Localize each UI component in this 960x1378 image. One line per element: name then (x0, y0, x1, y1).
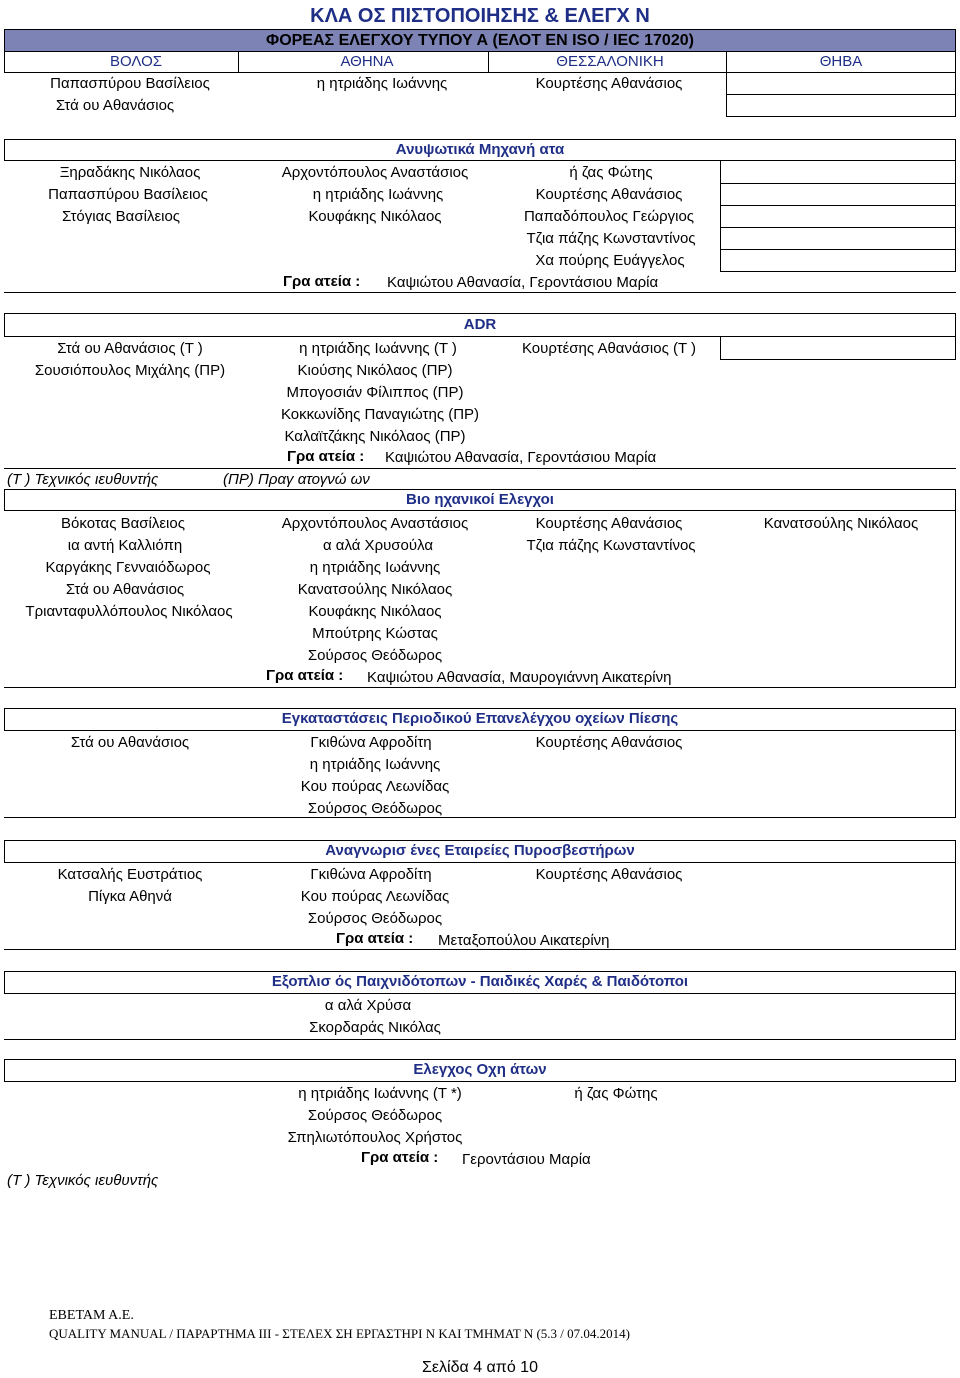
page-title: ΚΛΑ ΟΣ ΠΙΣΤΟΠΟΙΗΣΗΣ & ΕΛΕΓΧ Ν (310, 5, 650, 27)
s1-secretariat-label: Γρα ατεία : (283, 273, 361, 290)
s7-secretariat-value: Γεροντάσιου Μαρία (462, 1151, 591, 1168)
footer-manual: QUALITY MANUAL / ΠΑΡΑΡΤΗΜΑ ΙΙΙ - ΣΤΕΛΕΧ ΣΗ ΕΡΓΑΣΤΗΡΙ Ν ΚΑΙ ΤΜΗΜΑΤ Ν (5.3 / 07.04.2014) (49, 1326, 630, 1341)
s1-r2-c2: η ητριάδης Ιωάννης (312, 186, 444, 203)
s3-r1-c1: Βόκοτας Βασίλειος (61, 515, 185, 532)
city-thiva: ΘΗΒΑ (819, 53, 863, 70)
s2-r5-c2: Καλαϊτζάκης Νικόλαος (ΠΡ) (284, 428, 466, 445)
s6-r1: α αλά Χρύσα (324, 997, 412, 1014)
s3-r1-c2: Αρχοντόπουλος Αναστάσιος (281, 515, 469, 532)
s2-r2-c2: Κιούσης Νικόλαος (ΠΡ) (297, 362, 453, 379)
s3-secretariat-value: Καψιώτου Αθανασία, Μαυρογιάννη Αικατερίνη (367, 669, 672, 686)
section-playground-title: Εξοπλισ ός Παιχνιδότοπων - Παιδικές Χαρές & Παιδότοποι (271, 973, 689, 990)
subtitle: ΦΟΡΕΑΣ ΕΛΕΓΧΟΥ ΤΥΠΟΥ Α (ΕΛΟΤ ΕΝ ISO / IEC 17020) (266, 32, 694, 49)
s1-r3-c1: Στόγιας Βασίλειος (61, 208, 181, 225)
s4-r2-c2: η ητριάδης Ιωάννης (309, 756, 441, 773)
city-athina: ΑΘΗΝΑ (340, 53, 394, 70)
s3-r4-c2: Κανατσούλης Νικόλαος (297, 581, 453, 598)
s6-r2: Σκορδαράς Νικόλας (309, 1019, 441, 1036)
section-adr-title: ADR (463, 316, 497, 333)
s4-r4-c2: Σούρσος Θεόδωρος (307, 800, 443, 817)
s3-r7-c2: Σούρσος Θεόδωρος (307, 647, 443, 664)
top-volos-1: Παπασπύρου Βασίλειος (50, 75, 210, 92)
s1-r1-c2: Αρχοντόπουλος Αναστάσιος (281, 164, 469, 181)
s2-r1-c3: Κουρτέσης Αθανάσιος (Τ ) (521, 340, 697, 357)
footer-page-number: Σελίδα 4 από 10 (422, 1359, 538, 1376)
section-extinguisher-title: Αναγνωρισ ένες Εταιρείες Πυροσβεστήρων (325, 842, 635, 859)
s2-secretariat-value: Καψιώτου Αθανασία, Γεροντάσιου Μαρία (385, 449, 657, 466)
s3-r5-c2: Κουφάκης Νικόλαος (308, 603, 442, 620)
s5-r1-c2: Γκιθώνα Αφροδίτη (310, 866, 432, 883)
s2-r2-c1: Σουσιόπουλος Μιχάλης (ΠΡ) (34, 362, 226, 379)
s2-r4-c2: Κοκκωνίδης Παναγιώτης (ΠΡ) (280, 406, 480, 423)
s4-r1-c2: Γκιθώνα Αφροδίτη (310, 734, 432, 751)
s3-r2-c1: ια αντή Καλλιόπη (67, 537, 183, 554)
s5-secretariat-label: Γρα ατεία : (336, 930, 414, 947)
s5-r1-c3: Κουρτέσης Αθανάσιος (535, 866, 683, 883)
s5-r3-c2: Σούρσος Θεόδωρος (307, 910, 443, 927)
top-athina-1: η ητριάδης Ιωάννης (316, 75, 448, 92)
s3-secretariat-label: Γρα ατεία : (266, 667, 344, 684)
s7-r1-c2: ή ζας Φώτης (574, 1085, 658, 1102)
section-lifting-title: Ανυψωτικά Μηχανή ατα (395, 141, 565, 158)
s5-r1-c1: Κατσαλής Ευστράτιος (57, 866, 203, 883)
s2-secretariat-label: Γρα ατεία : (287, 448, 365, 465)
top-thess-1: Κουρτέσης Αθανάσιος (535, 75, 683, 92)
s4-r3-c2: Κου πούρας Λεωνίδας (300, 778, 450, 795)
footer-company: ΕΒΕΤΑΜ Α.Ε. (49, 1308, 134, 1323)
s1-r1-c3: ή ζας Φώτης (569, 164, 653, 181)
s5-r2-c1: Πίγκα Αθηνά (88, 888, 172, 905)
s4-r1-c1: Στά ου Αθανάσιος (70, 734, 190, 751)
s3-r1-c4: Κανατσούλης Νικόλαος (763, 515, 919, 532)
s1-r3-c2: Κουφάκης Νικόλαος (308, 208, 442, 225)
s7-r1-c1: η ητριάδης Ιωάννης (Τ *) (298, 1085, 462, 1102)
city-volos: ΒΟΛΟΣ (109, 53, 163, 70)
top-volos-2: Στά ου Αθανάσιος (55, 97, 175, 114)
s1-r5-c3: Χα πούρης Ευάγγελος (535, 252, 685, 269)
s1-r1-c1: Ξηραδάκης Νικόλαος (59, 164, 201, 181)
s7-legend-technical-director: (Τ ) Τεχνικός ιευθυντής (7, 1172, 159, 1189)
s3-r1-c3: Κουρτέσης Αθανάσιος (535, 515, 683, 532)
s7-secretariat-label: Γρα ατεία : (361, 1149, 439, 1166)
s3-r3-c1: Καργάκης Γενναιόδωρος (45, 559, 211, 576)
s3-r5-c1: Τριανταφυλλόπουλος Νικόλαος (25, 603, 233, 620)
s1-secretariat-value: Καψιώτου Αθανασία, Γεροντάσιου Μαρία (387, 274, 659, 291)
s5-secretariat-value: Μεταξοπούλου Αικατερίνη (438, 932, 610, 949)
s1-r4-c3: Τζια πάζης Κωνσταντίνος (526, 230, 696, 247)
s7-r2-c1: Σούρσος Θεόδωρος (307, 1107, 443, 1124)
s2-legend-expert: (ΠΡ) Πραγ ατογνώ ων (223, 471, 370, 488)
s3-r2-c2: α αλά Χρυσούλα (322, 537, 434, 554)
s5-r2-c2: Κου πούρας Λεωνίδας (300, 888, 450, 905)
s3-r3-c2: η ητριάδης Ιωάννης (309, 559, 441, 576)
s2-r3-c2: Μπογοσιάν Φίλιππος (ΠΡ) (286, 384, 464, 401)
section-pressure-title: Εγκαταστάσεις Περιοδικού Επανελέγχου οχείων Πίεσης (281, 710, 679, 727)
s2-legend-technical-director: (Τ ) Τεχνικός ιευθυντής (7, 471, 159, 488)
s4-r1-c3: Κουρτέσης Αθανάσιος (535, 734, 683, 751)
s2-r1-c2: η ητριάδης Ιωάννης (Τ ) (299, 340, 457, 357)
section-industrial-title: Βιο ηχανικοί Ελεγχοι (406, 491, 554, 508)
s1-r3-c3: Παπαδόπουλος Γεώργιος (523, 208, 695, 225)
s7-r3-c1: Σπηλιωτόπουλος Χρήστος (287, 1129, 463, 1146)
s1-r2-c3: Κουρτέσης Αθανάσιος (535, 186, 683, 203)
s1-r2-c1: Παπασπύρου Βασίλειος (48, 186, 208, 203)
s3-r6-c2: Μπούτρης Κώστας (312, 625, 438, 642)
section-vehicles-title: Ελεγχος Οχη άτων (413, 1061, 547, 1078)
s3-r4-c1: Στά ου Αθανάσιος (65, 581, 185, 598)
s2-r1-c1: Στά ου Αθανάσιος (Τ ) (57, 340, 203, 357)
s3-r2-c3: Τζια πάζης Κωνσταντίνος (526, 537, 696, 554)
city-thessaloniki: ΘΕΣΣΑΛΟΝΙΚΗ (556, 53, 664, 70)
